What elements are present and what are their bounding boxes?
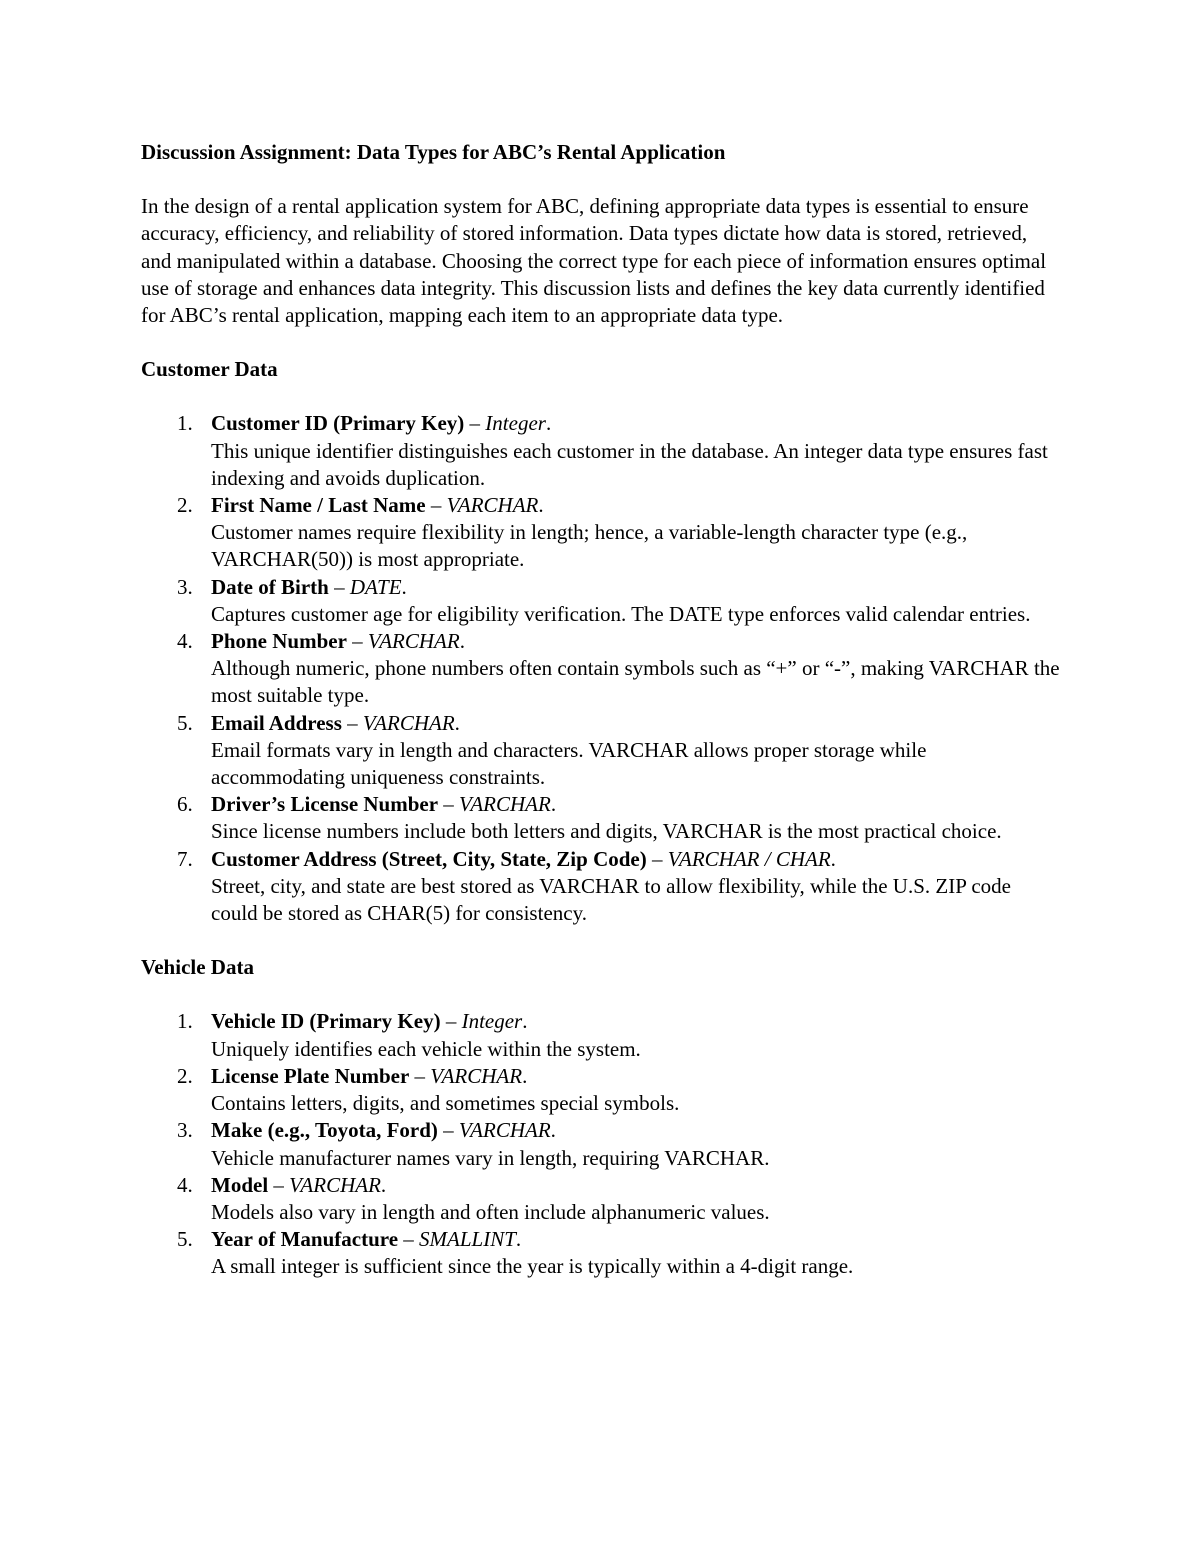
end-punctuation: . [380,1172,387,1197]
list-item-header [211,1063,1061,1090]
data-type: VARCHAR [446,493,539,518]
field-description: Contains letters, digits, and sometimes special symbols. [211,1091,680,1116]
list-item [141,574,1061,628]
list-item [141,1226,1061,1280]
data-type: VARCHAR [362,710,455,735]
list-item [141,410,1061,492]
data-type: SMALLINT [419,1227,516,1252]
separator: – [425,493,447,518]
field-name: Vehicle ID (Primary Key) [211,1009,441,1034]
end-punctuation: . [515,1227,522,1252]
list-item-header [211,628,1061,655]
list-item-number: 6. [177,792,193,817]
field-name: License Plate Number [211,1063,410,1088]
field-name: First Name / Last Name [211,493,426,518]
list-item-number: 2. [177,1063,193,1088]
separator: – [341,710,363,735]
separator: – [409,1063,431,1088]
list-item-number: 2. [177,493,193,518]
field-description: This unique identifier distinguishes each customer in the database. An integer data type ensures fast indexing and avoids duplication. [211,438,1048,490]
list-item-number: 4. [177,629,193,654]
field-name: Phone Number [211,629,347,654]
vehicle-data-heading: Vehicle Data [141,955,254,980]
field-description: A small integer is sufficient since the year is typically within a 4-digit range. [211,1254,854,1279]
data-type: VARCHAR [430,1063,523,1088]
list-item-number: 5. [177,1227,193,1252]
end-punctuation: . [830,846,836,871]
separator: – [268,1172,290,1197]
field-description: Customer names require flexibility in length; hence, a variable-length character type (e.g., VARCHAR(50)) is most appropriate. [211,520,968,572]
list-item [141,710,1061,792]
end-punctuation: . [401,574,407,599]
list-item-number: 3. [177,1118,193,1143]
list-item [141,1063,1061,1117]
list-item-header [211,1226,1061,1253]
data-type: VARCHAR / CHAR [667,846,831,871]
list-item [141,791,1061,845]
end-punctuation: . [459,629,465,654]
field-description: Although numeric, phone numbers often contain symbols such as “+” or “-”, making VARCHAR the most suitable type. [211,656,1060,708]
field-name: Date of Birth [211,574,329,599]
vehicle-data-list [141,1008,1061,1280]
list-item-number: 4. [177,1172,193,1197]
field-name: Driver’s License Number [211,792,439,817]
list-item-number: 1. [177,411,193,436]
field-name: Year of Manufacture [211,1227,399,1252]
list-item [141,628,1061,710]
list-item [141,1117,1061,1171]
data-type: VARCHAR [367,629,460,654]
separator: – [346,629,368,654]
list-item-header [211,846,1061,873]
field-description: Vehicle manufacturer names vary in length, requiring VARCHAR. [211,1145,770,1170]
list-item-number: 5. [177,710,193,735]
end-punctuation: . [550,792,557,817]
list-item [141,1172,1061,1226]
data-type: DATE [349,574,402,599]
customer-data-list [141,410,1061,927]
list-item-header [211,791,1061,818]
intro-paragraph: In the design of a rental application system for ABC, defining appropriate data types is essential to ensure accuracy, efficiency, and reliability of stored information. Data types dictate how data is stored, retrieved, and manipulated within a database. Choosing the correct type for each piece of information ensures optimal use of storage and enhances data integrity. This discussion lists and defines the key data currently identified for ABC’s rental application, mapping each item to an appropriate data type. [141,194,1047,328]
list-item-header [211,492,1061,519]
list-item-header [211,574,1061,601]
field-name: Customer ID (Primary Key) [211,411,465,436]
field-description: Email formats vary in length and characters. VARCHAR allows proper storage while accommodating uniqueness constraints. [211,737,927,790]
field-description: Models also vary in length and often include alphanumeric values. [211,1199,770,1224]
field-name: Model [211,1172,269,1197]
data-type: VARCHAR [289,1172,381,1197]
data-type: Integer [485,411,546,436]
separator: – [328,574,350,599]
end-punctuation: . [454,710,460,735]
field-name: Email Address [211,710,342,735]
separator: – [398,1227,420,1252]
end-punctuation: . [538,493,544,518]
document-title: Discussion Assignment: Data Types for ABC’s Rental Application [141,140,726,164]
list-item-header [211,1117,1061,1144]
separator: – [438,792,460,817]
separator: – [440,1009,462,1034]
separator: – [464,411,486,436]
field-name: Make (e.g., Toyota, Ford) [211,1118,438,1143]
list-item-header [211,1172,1061,1199]
field-description: Uniquely identifies each vehicle within the system. [211,1036,641,1061]
data-type: VARCHAR [459,792,551,817]
data-type: Integer [461,1009,523,1034]
field-description: Captures customer age for eligibility verification. The DATE type enforces valid calendar entries. [211,601,1031,626]
list-item [141,846,1061,928]
list-item-number: 7. [177,846,193,871]
end-punctuation: . [522,1063,528,1088]
list-item-header [211,710,1061,737]
separator: – [437,1118,459,1143]
end-punctuation: . [545,411,552,436]
list-item-number: 1. [177,1009,193,1034]
separator: – [646,846,668,871]
list-item [141,492,1061,574]
list-item-number: 3. [177,574,193,599]
field-description: Since license numbers include both letters and digits, VARCHAR is the most practical choice. [211,819,1002,844]
customer-data-heading: Customer Data [141,357,278,382]
field-description: Street, city, and state are best stored as VARCHAR to allow flexibility, while the U.S. ZIP code could be stored as CHAR(5) for consistency. [211,873,1011,926]
end-punctuation: . [550,1118,556,1143]
list-item-header [211,1008,1061,1035]
field-name: Customer Address (Street, City, State, Zip Code) [211,846,647,871]
list-item-header [211,410,1061,437]
end-punctuation: . [522,1009,528,1034]
data-type: VARCHAR [458,1118,551,1143]
document-page [141,139,1061,1281]
list-item [141,1008,1061,1062]
